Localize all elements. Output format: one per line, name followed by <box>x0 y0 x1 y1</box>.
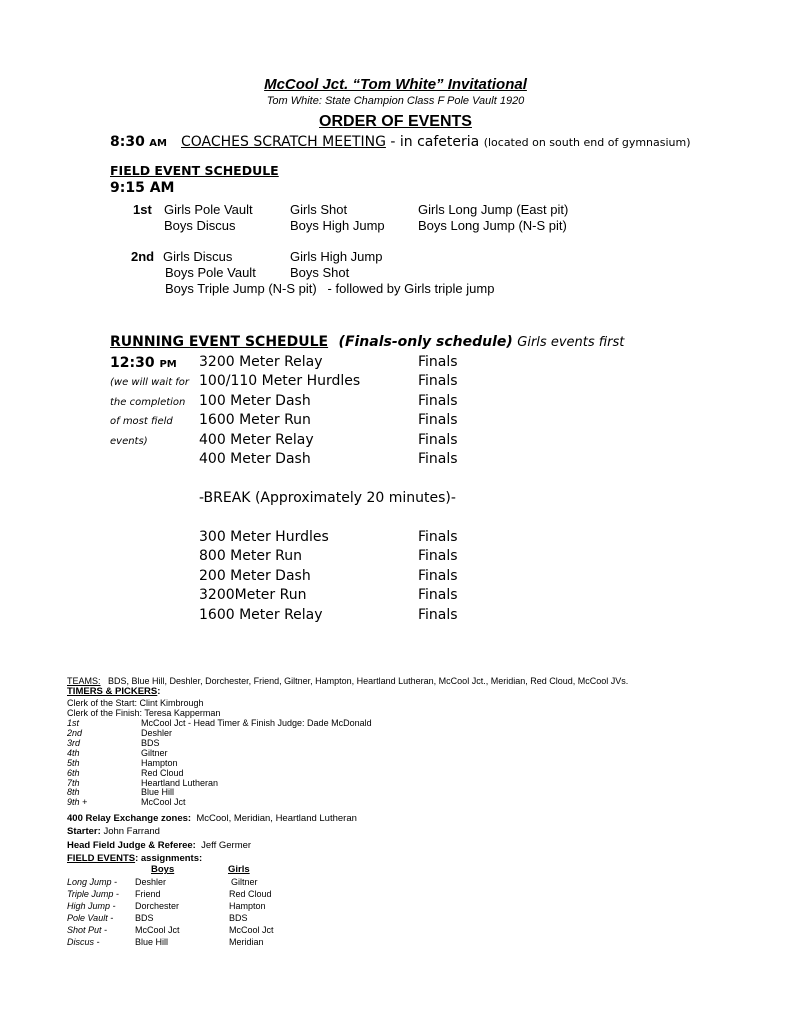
running-event: 1600 Meter Run <box>199 412 311 428</box>
flight-1st-event: Girls Shot <box>290 202 348 217</box>
relay-zones-value: McCool, Meridian, Heartland Lutheran <box>196 813 357 824</box>
flight-2nd-event: Girls High Jump <box>290 249 383 264</box>
running-note: events) <box>110 436 148 447</box>
teams-list: BDS, Blue Hill, Deshler, Dorchester, Friend, Giltner, Hampton, Heartland Lutheran, McCool Jct., Meridian, Red Cloud, McCool JVs. <box>108 676 629 686</box>
running-girls-first: Girls events first <box>517 335 625 350</box>
head-judge-label: Head Field Judge & Referee: <box>67 840 196 851</box>
running-event: 400 Meter Relay <box>199 432 314 448</box>
running-note: of most field <box>110 416 173 427</box>
timer-place: 4th <box>67 748 80 758</box>
assignments-heading: FIELD EVENTS: assignments: <box>67 853 203 864</box>
coaches-meeting-line <box>110 134 691 150</box>
meeting-name: COACHES SCRATCH MEETING <box>180 134 386 150</box>
timer-place: 5th <box>67 758 80 768</box>
assignment-event: Discus - <box>67 937 100 947</box>
timer-team: Heartland Lutheran <box>141 778 219 788</box>
assignment-event: Shot Put - <box>67 925 108 935</box>
timer-place: 8th <box>67 787 80 797</box>
order-heading: ORDER OF EVENTS <box>319 113 472 130</box>
running-event: 200 Meter Dash <box>199 568 311 584</box>
page-title: McCool Jct. “Tom White” Invitational <box>264 76 527 93</box>
flight-1st-event: Boys High Jump <box>290 218 385 233</box>
assignment-boys: Friend <box>135 889 161 899</box>
meeting-note: (located on south end of gymnasium) <box>483 136 691 149</box>
field-schedule-time: 9:15 AM <box>110 180 175 196</box>
assignment-event: Triple Jump - <box>67 889 119 899</box>
flight-1st-event: Girls Long Jump (East pit) <box>418 202 569 217</box>
running-event-type: Finals <box>418 432 458 448</box>
flight-2nd-label: 2nd <box>131 249 155 264</box>
running-event-type: Finals <box>418 568 458 584</box>
running-event-type: Finals <box>418 529 458 545</box>
timer-team: Giltner <box>141 748 168 758</box>
timer-team: Blue Hill <box>141 787 175 797</box>
meeting-time: 8:30 <box>110 134 145 150</box>
running-event-type: Finals <box>418 354 458 370</box>
assignment-girls: Meridian <box>229 937 264 947</box>
clerk-start: Clerk of the Start: Clint Kimbrough <box>67 698 204 708</box>
running-note: (we will wait for <box>110 377 190 388</box>
timer-team: Deshler <box>141 728 173 738</box>
assignment-boys: Blue Hill <box>135 937 169 947</box>
running-event-type: Finals <box>418 548 458 564</box>
flight-1st-event: Boys Discus <box>164 218 236 233</box>
head-judge-value: Jeff Germer <box>201 840 252 851</box>
running-event: 300 Meter Hurdles <box>199 529 329 545</box>
relay-zones-label: 400 Relay Exchange zones: <box>67 813 192 824</box>
assignment-boys: Dorchester <box>135 901 180 911</box>
running-subheading: (Finals-only schedule) <box>338 334 513 350</box>
running-event: 1600 Meter Relay <box>199 607 323 623</box>
running-time-value: 12:30 <box>110 355 155 371</box>
timers-heading: TIMERS & PICKERS: <box>67 686 161 697</box>
meeting-ampm: AM <box>149 138 167 149</box>
running-event-type: Finals <box>418 451 458 467</box>
assignment-girls: Red Cloud <box>229 889 272 899</box>
assignment-boys: BDS <box>135 913 154 923</box>
flight-2nd-event: Boys Triple Jump (N-S pit) - followed by Girls triple jump <box>165 281 495 296</box>
girls-column-header: Girls <box>228 864 250 875</box>
running-ampm: PM <box>159 359 177 370</box>
head-judge-line <box>67 840 251 851</box>
assignment-boys: Deshler <box>135 877 167 887</box>
timer-team: BDS <box>141 738 160 748</box>
meeting-location: - in cafeteria <box>385 134 484 150</box>
assignment-event: Long Jump - <box>67 877 118 887</box>
break-notice: -BREAK (Approximately 20 minutes)- <box>199 490 456 506</box>
assignment-girls: BDS <box>229 913 248 923</box>
running-event: 100/110 Meter Hurdles <box>199 373 361 389</box>
flight-2nd-event: Girls Discus <box>163 249 233 264</box>
page-subtitle: Tom White: State Champion Class F Pole Vault 1920 <box>266 95 525 107</box>
running-event-type: Finals <box>418 587 458 603</box>
starter-line <box>67 826 160 837</box>
running-heading-text: RUNNING EVENT SCHEDULE <box>110 334 329 350</box>
flight-2nd-event: Boys Shot <box>290 265 350 280</box>
flight-1st-event: Boys Long Jump (N-S pit) <box>418 218 567 233</box>
running-schedule-heading <box>110 334 624 350</box>
field-schedule-heading: FIELD EVENT SCHEDULE <box>110 163 279 178</box>
timer-place: 6th <box>67 768 80 778</box>
running-event: 400 Meter Dash <box>199 451 311 467</box>
flight-2nd-event: Boys Pole Vault <box>165 265 256 280</box>
running-event-type: Finals <box>418 412 458 428</box>
running-event: 3200 Meter Relay <box>199 354 323 370</box>
timer-place: 1st <box>67 718 80 728</box>
timer-team: McCool Jct - Head Timer & Finish Judge: Dade McDonald <box>141 718 372 728</box>
starter-label: Starter: <box>67 826 101 837</box>
timer-place: 9th + <box>67 797 88 807</box>
assignment-boys: McCool Jct <box>135 925 180 935</box>
boys-column-header: Boys <box>151 864 175 875</box>
running-event: 800 Meter Run <box>199 548 303 564</box>
running-event: 100 Meter Dash <box>199 393 311 409</box>
running-event-type: Finals <box>418 393 458 409</box>
assignment-event: Pole Vault - <box>67 913 114 923</box>
assignment-girls: Hampton <box>229 901 266 911</box>
teams-line <box>67 676 628 686</box>
timer-team: Hampton <box>141 758 178 768</box>
relay-zones-line <box>67 813 357 824</box>
timer-place: 7th <box>67 778 80 788</box>
flight-1st-label: 1st <box>133 202 152 217</box>
timer-team: Red Cloud <box>141 768 184 778</box>
running-event: 3200Meter Run <box>199 587 307 603</box>
timer-team: McCool Jct <box>141 797 186 807</box>
flight-1st-event: Girls Pole Vault <box>164 202 253 217</box>
running-note: the completion <box>110 397 186 408</box>
timer-place: 2nd <box>67 728 83 738</box>
running-time <box>110 355 177 371</box>
clerk-finish: Clerk of the Finish: Teresa Kapperman <box>67 708 221 718</box>
teams-label: TEAMS: <box>67 676 101 686</box>
timer-place: 3rd <box>67 738 81 748</box>
assignment-girls: Giltner <box>231 877 258 887</box>
starter-value: John Farrand <box>103 826 160 837</box>
assignment-girls: McCool Jct <box>229 925 274 935</box>
assignment-event: High Jump - <box>67 901 116 911</box>
running-event-type: Finals <box>418 607 458 623</box>
running-event-type: Finals <box>418 373 458 389</box>
